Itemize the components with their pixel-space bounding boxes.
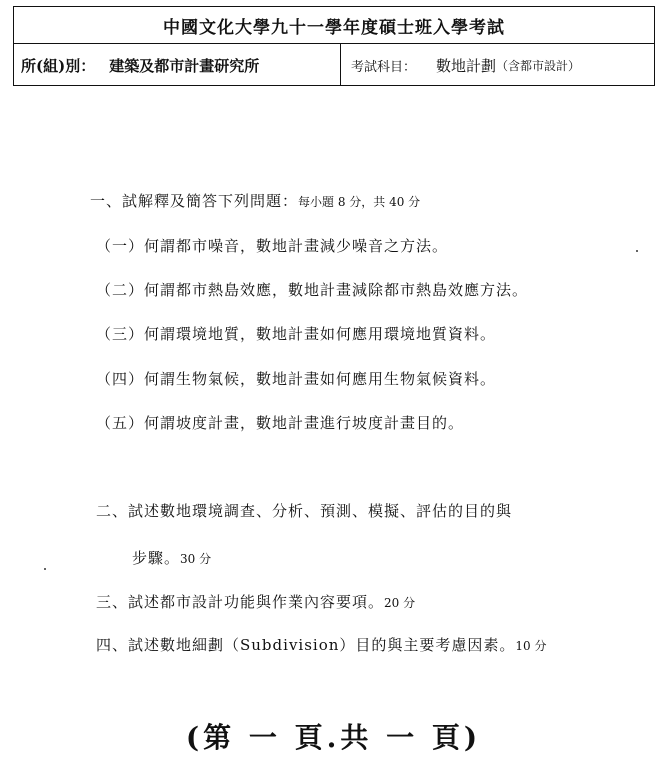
question-1-points: 每小題 8 分，共 40 分 — [298, 195, 421, 209]
question-1-item-4: （四）何謂生物氣候，數地計畫如何應用生物氣候資料。 — [96, 370, 497, 388]
question-3-text: 三、試述都市設計功能與作業內容要項。 — [96, 593, 385, 611]
question-2-points: 30 分 — [180, 552, 212, 566]
subject-value: 數地計劃 — [436, 56, 497, 75]
question-4 — [96, 634, 547, 655]
question-1-item-3: （三）何謂環境地質，數地計畫如何應用環境地質資料。 — [96, 325, 497, 343]
page-footer: (第 一 頁.共 一 頁) — [185, 721, 482, 754]
question-3 — [96, 591, 415, 612]
question-1-text: 一、試解釋及簡答下列問題： — [90, 192, 299, 210]
question-1 — [90, 190, 420, 211]
subject-note: （含都市設計） — [496, 58, 581, 73]
question-1-item-1: （一）何謂都市噪音，數地計畫減少噪音之方法。 — [96, 237, 449, 255]
question-4-points: 10 分 — [515, 639, 547, 653]
question-2-text: 步驟。 — [132, 549, 181, 567]
question-1-item-2: （二）何謂都市熱島效應，數地計畫減除都市熱島效應方法。 — [96, 281, 529, 299]
exam-header-table — [13, 6, 655, 86]
question-2-line-2 — [132, 547, 211, 568]
department-cell — [14, 44, 341, 86]
department-label: 所(組)別： — [21, 56, 96, 75]
question-2-line-1: 二、試述數地環境調查、分析、預測、模擬、評估的目的與 — [96, 502, 513, 520]
scan-speck — [636, 250, 638, 252]
subject-label: 考試科目： — [351, 59, 417, 75]
question-1-item-5: （五）何謂坡度計畫，數地計畫進行坡度計畫目的。 — [96, 414, 465, 432]
question-3-points: 20 分 — [384, 596, 416, 610]
scan-speck — [44, 568, 46, 570]
subject-cell — [341, 44, 654, 86]
exam-title: 中國文化大學九十一學年度碩士班入學考試 — [14, 7, 654, 44]
department-value: 建築及都市計畫研究所 — [109, 56, 260, 75]
exam-info-row — [14, 44, 654, 86]
question-4-text: 四、試述數地細劃（Subdivision）目的與主要考慮因素。 — [96, 636, 516, 654]
